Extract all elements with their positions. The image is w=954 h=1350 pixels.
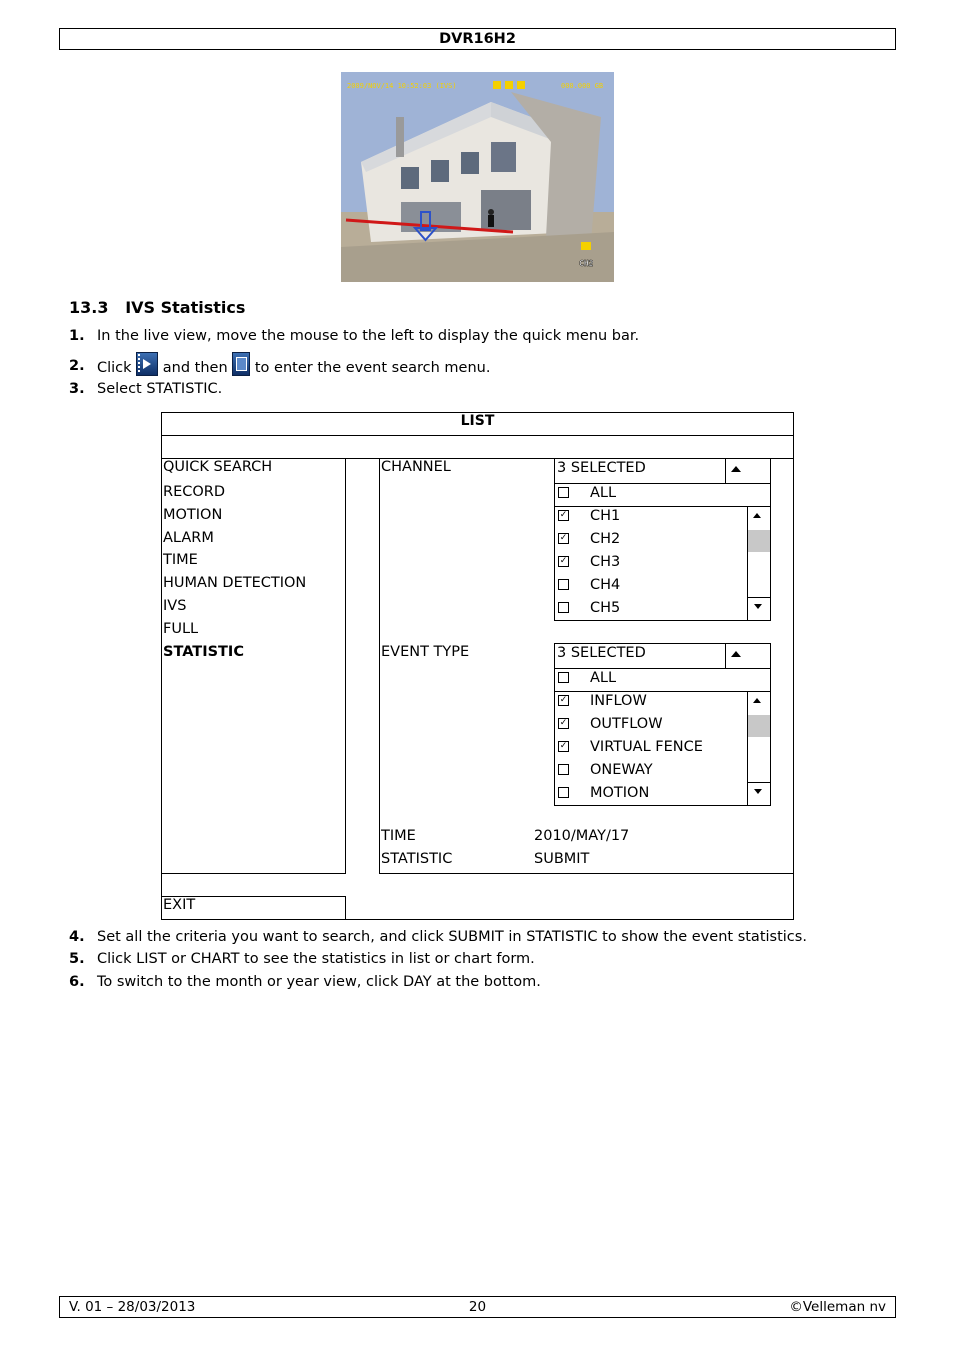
dropdown-arrow-icon[interactable] (731, 466, 741, 472)
checkbox-icon[interactable]: ✓ (559, 695, 568, 705)
statistic-label: STATISTIC (381, 851, 453, 867)
document-header (59, 28, 896, 50)
checkbox-icon[interactable]: ✓ (559, 556, 568, 566)
step-number: 5. (69, 951, 85, 967)
camera-live-view-photo (341, 72, 614, 282)
checkbox-icon[interactable]: ✓ (559, 718, 568, 728)
menu-item-statistic[interactable]: STATISTIC (163, 644, 244, 660)
step-text (97, 352, 490, 376)
checkbox-icon[interactable] (558, 764, 569, 775)
dialog-title: LIST (460, 413, 495, 429)
scroll-down-icon[interactable] (754, 604, 762, 609)
channel-option-label[interactable]: CH1 (590, 508, 621, 524)
time-label: TIME (381, 828, 416, 844)
step-number: 4. (69, 929, 85, 945)
channel-list[interactable] (554, 506, 771, 621)
event-type-all-row[interactable] (554, 668, 771, 692)
checkbox-icon[interactable] (558, 672, 569, 683)
osd-datetime: 2009/NOV/14 10:52:03 (IVS) (347, 82, 457, 90)
scrollbar-thumb[interactable] (748, 530, 770, 552)
channel-dropdown[interactable] (554, 458, 771, 484)
header-title: DVR16H2 (439, 31, 516, 47)
checkbox-icon[interactable]: ✓ (559, 533, 568, 543)
menu-item-motion[interactable]: MOTION (163, 507, 223, 523)
channel-option-label[interactable]: CH3 (590, 554, 621, 570)
menu-item-time[interactable]: TIME (163, 552, 198, 568)
osd-disk: 000.000 GB (561, 82, 604, 90)
checkbox-icon[interactable]: ✓ (559, 741, 568, 751)
section-number: 13.3 (69, 298, 109, 317)
submit-button[interactable]: SUBMIT (534, 851, 590, 867)
osd-channel-label: CH2 (579, 259, 594, 268)
step-text-part: and then (162, 360, 228, 376)
channel-option-label[interactable]: CH2 (590, 531, 621, 547)
event-type-list[interactable] (554, 691, 771, 806)
scroll-up-icon[interactable] (753, 698, 761, 703)
section-heading (69, 298, 245, 317)
menu-item-record[interactable]: RECORD (163, 484, 226, 500)
time-value[interactable]: 2010/MAY/17 (534, 828, 630, 844)
step-number: 6. (69, 974, 85, 990)
dropdown-arrow-icon[interactable] (731, 651, 741, 657)
channel-all-label: ALL (590, 485, 617, 501)
film-play-icon (136, 352, 158, 376)
footer-copyright: ©Velleman nv (789, 1299, 886, 1315)
checkbox-icon[interactable] (558, 579, 569, 590)
menu-item-full[interactable]: FULL (163, 621, 199, 637)
step-text: Click LIST or CHART to see the statistics in list or chart form. (97, 951, 535, 967)
event-search-icon (232, 352, 250, 376)
step-text-part: Click (97, 360, 132, 376)
event-type-option-label[interactable]: OUTFLOW (590, 716, 663, 732)
channel-option-label[interactable]: CH4 (590, 577, 621, 593)
event-type-option-label[interactable]: ONEWAY (590, 762, 653, 778)
event-type-label: EVENT TYPE (381, 644, 470, 660)
step-number: 2. (69, 358, 85, 374)
event-type-all-label: ALL (590, 670, 617, 686)
exit-button[interactable]: EXIT (163, 897, 196, 913)
menu-item-human-detection[interactable]: HUMAN DETECTION (163, 575, 307, 591)
checkbox-icon[interactable] (558, 487, 569, 498)
step-text: Select STATISTIC. (97, 381, 223, 397)
menu-item-quick-search[interactable]: QUICK SEARCH (163, 459, 273, 475)
event-type-dropdown[interactable] (554, 643, 771, 669)
checkbox-icon[interactable] (558, 787, 569, 798)
step-number: 3. (69, 381, 85, 397)
event-type-option-label[interactable]: MOTION (590, 785, 650, 801)
event-type-option-label[interactable]: INFLOW (590, 693, 647, 709)
channel-dropdown-value: 3 SELECTED (557, 460, 646, 476)
scroll-down-icon[interactable] (754, 789, 762, 794)
channel-all-row[interactable] (554, 483, 771, 507)
scrollbar-thumb[interactable] (748, 715, 770, 737)
menu-item-alarm[interactable]: ALARM (163, 530, 214, 546)
section-title: IVS Statistics (125, 298, 246, 317)
footer-page-number: 20 (468, 1299, 487, 1315)
step-text: To switch to the month or year view, click DAY at the bottom. (97, 974, 541, 990)
step-number: 1. (69, 328, 85, 344)
step-text: Set all the criteria you want to search, and click SUBMIT in STATISTIC to show the event statistics. (97, 929, 807, 945)
scroll-up-icon[interactable] (753, 513, 761, 518)
footer-version: V. 01 – 28/03/2013 (69, 1299, 196, 1315)
checkbox-icon[interactable]: ✓ (559, 510, 568, 520)
document-footer (59, 1296, 896, 1318)
checkbox-icon[interactable] (558, 602, 569, 613)
event-type-dropdown-value: 3 SELECTED (557, 645, 646, 661)
step-text-part: to enter the event search menu. (254, 360, 491, 376)
step-text: In the live view, move the mouse to the left to display the quick menu bar. (97, 328, 640, 344)
channel-label: CHANNEL (381, 459, 451, 475)
channel-option-label[interactable]: CH5 (590, 600, 621, 616)
menu-item-ivs[interactable]: IVS (163, 598, 187, 614)
event-type-option-label[interactable]: VIRTUAL FENCE (590, 739, 703, 755)
